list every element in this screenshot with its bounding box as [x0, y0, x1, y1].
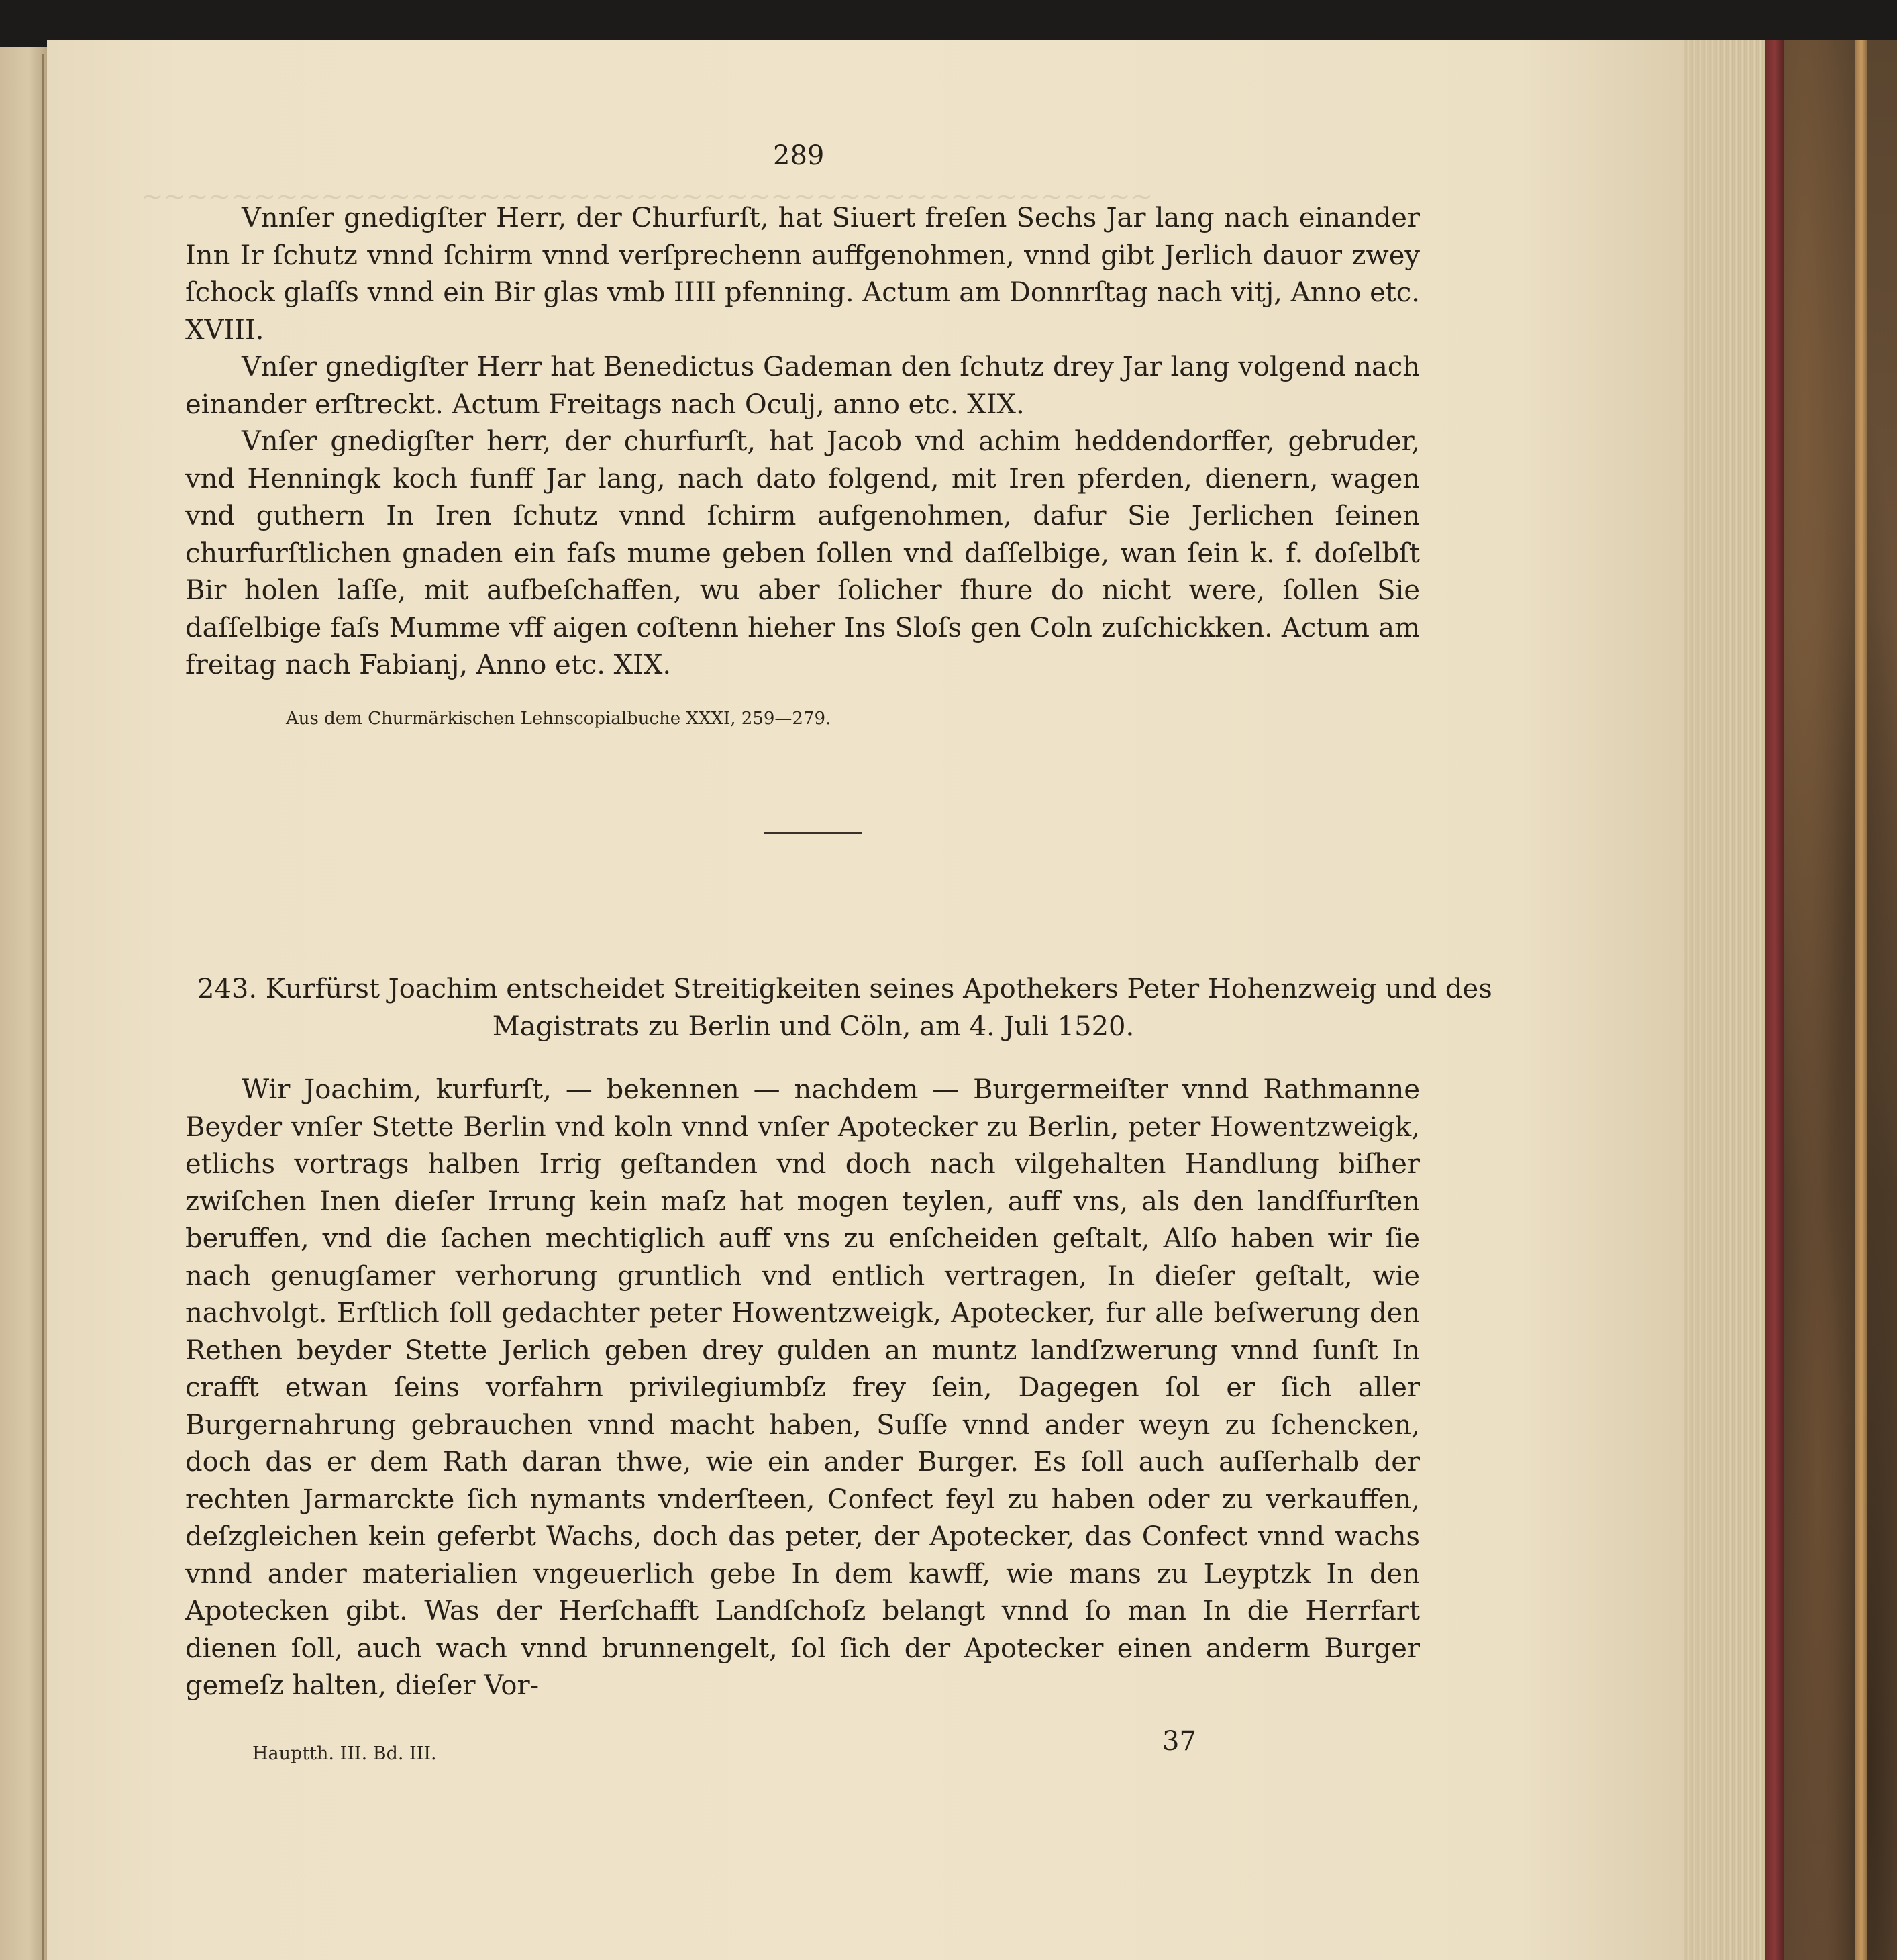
paragraph: Wir Joachim, kurfurſt, — bekennen — nachdem — Burgermeiſter vnnd Rathmanne Beyder vnſer Stette Berlin vnd koln vnnd vnſer Apotecker zu Berlin, peter Howentzweigk, etlichs vortrags halben Irrig geſtanden vnd doch nach vilgehalten Handlung biſher zwiſchen Inen dieſer Irrung kein maſz hat mogen teylen, auff vns, als den landſfurſten beruffen, vnd die ſachen mechtiglich auff vns zu enſcheiden geſtalt, Alſo haben wir ſie nach genugſamer verhorung gruntlich vnd entlich vertragen, In dieſer geſtalt, wie nachvolgt. Erſtlich ſoll gedachter peter Howentzweigk, Apotecker, fur alle beſwerung den Rethen beyder Stette Jerlich geben drey gulden an muntz landſzwerung vnnd ſunſt In crafft etwan ſeins vorfahrn privilegiumbſz frey ſein, Dagegen ſol er ſich aller Burgernahrung gebrauchen vnnd macht haben, Suſſe vnnd ander weyn zu ſchencken, doch das er dem Rath daran thwe, wie ein ander Burger. Es ſoll auch auſſerhalb der rechten Jarmarckte ſich nymants vnderſteen, Confect feyl zu haben oder zu verkauffen, deſzgleichen kein geferbt Wachs, doch das peter, der Apotecker, das Confect vnnd wachs vnnd ander materialien vngeuerlich gebe In dem kawff, wie mans zu Leyptzk In den Apotecken gibt. Was der Herſchafft Landſchoſz belangt vnnd ſo man In die Herrfart dienen ſoll, auch wach vnnd brunnengelt, ſol ſich der Apotecker einen anderm Burger gemeſz halten, dieſer Vor-	[185, 1074, 1420, 1701]
cover-spine	[1765, 40, 1784, 1960]
page-block-edges	[1684, 40, 1765, 1960]
cover-edge	[1855, 40, 1867, 1960]
left-facing-page-edge	[0, 47, 47, 1960]
marbled-cover-board	[1765, 40, 1897, 1960]
heading-line: 243. Kurfürst Joachim entscheidet Streitigkeiten seines Apothekers Peter Hohenzweig und des	[197, 974, 1492, 1004]
footer-signature: Hauptth. III. Bd. III.	[252, 1743, 437, 1764]
sheet-number: 37	[1162, 1726, 1196, 1757]
document-text-block	[185, 1072, 1420, 1705]
gutter-shadow	[42, 54, 44, 1960]
show-through-text: ~~~~~~~~~~~~~~~~~~~~~~~~~~~~~~~~~~~~~~~~~~~~~	[141, 181, 1153, 212]
heading-line: Magistrats zu Berlin und Cöln, am 4. Juli 1520.	[492, 1011, 1135, 1042]
section-divider	[764, 832, 862, 834]
paragraph: Vnnſer gnedigſter Herr, der Churfurſt, hat Siuert freſen Sechs Jar lang nach einander Inn Ir ſchutz vnnd ſchirm vnnd verſprechenn auffgenohmen, vnnd gibt Jerlich dauor zwey ſchock glaſſs vnnd ein Bir glas vmb IIII pfenning. Actum am Donnrſtag nach vitj, Anno etc. XVIII.	[185, 203, 1420, 346]
source-citation: Aus dem Churmärkischen Lehnscopialbuche XXXI, 259—279.	[286, 709, 831, 729]
page-number: 289	[773, 140, 825, 171]
paragraph: Vnſer gnedigſter herr, der churfurſt, hat Jacob vnd achim heddendorffer, gebruder, vnd Henningk koch funff Jar lang, nach dato folgend, mit Iren pferden, dienern, wagen vnd guthern In Iren ſchutz vnnd ſchirm aufgenohmen, dafur Sie Jerlichen ſeinen churfurſtlichen gnaden ein faſs mume geben ſollen vnd daſſelbige, wan ſein k. f. doſelbſt Bir holen laſſe, mit aufbeſchaffen, wu aber ſolicher fhure do nicht were, ſollen Sie daſſelbige faſs Mumme vff aigen coſtenn hieher Ins Sloſs gen Coln zuſchickken. Actum am freitag nach Fabianj, Anno etc. XIX.	[185, 426, 1420, 680]
document-heading	[197, 970, 1492, 1045]
paragraph: Vnſer gnedigſter Herr hat Benedictus Gademan den ſchutz drey Jar lang volgend nach einander erſtreckt. Actum Freitags nach Oculj, anno etc. XIX.	[185, 352, 1420, 420]
main-text-block	[185, 200, 1420, 684]
